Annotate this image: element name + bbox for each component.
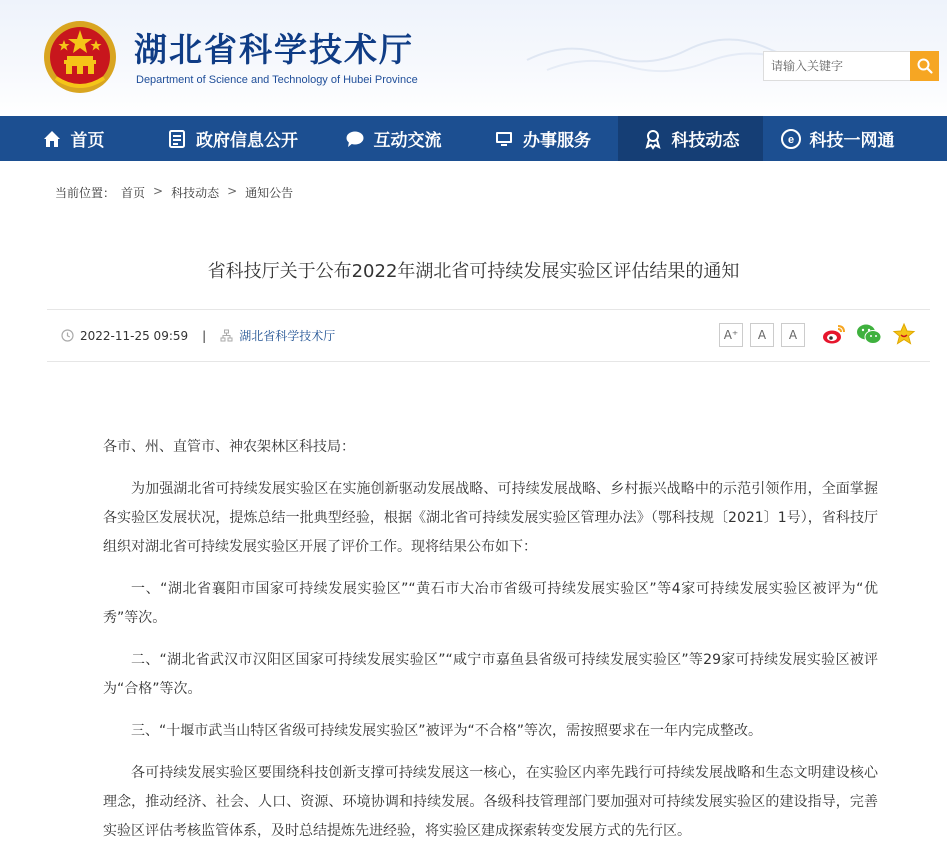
nav-label: 互动交流 [373,131,442,151]
nav-item-tech-news[interactable] [618,116,763,161]
document-list-icon [166,128,188,150]
wechat-icon[interactable] [857,322,881,346]
nav-item-gov-info[interactable] [145,116,319,161]
org-chart-icon [220,329,233,342]
meta-divider: | [202,328,207,343]
national-emblem-logo [42,18,118,96]
search-input[interactable] [763,51,910,81]
paragraph: 三、“十堰市武当山特区省级可持续发展实验区”被评为“不合格”等次，需按照要求在一年内完成整改。 [131,723,763,739]
weibo-icon[interactable] [822,322,846,346]
font-larger-button[interactable]: A⁺ [719,323,743,347]
font-size-controls [719,323,805,347]
nav-label: 科技动态 [671,131,740,151]
nav-label: 办事服务 [523,131,591,151]
paragraph: 各可持续发展实验区要围绕科技创新支撑可持续发展这一核心，在实验区内率先践行可持续发展战略和生态文明建设核心理念，推动经济、社会、人口、资源、环境协调和持续发展。各级科技管理部门要加强对可持续发展实验区的建设指导，完善实验区评估考核监管体系，及时总结提炼先进经验，将实验区建成探索转变发展方式的先行区。 [103,765,878,839]
nav-item-home[interactable] [0,116,145,161]
site-header [0,0,947,116]
search-button[interactable] [910,51,939,81]
chat-bubble-icon [344,128,366,150]
browser-e-icon [780,128,802,150]
share-buttons [822,322,916,346]
article-meta [47,309,930,362]
search-icon [917,58,933,74]
breadcrumb [55,184,293,201]
breadcrumb-notices[interactable]: 通知公告 [245,186,294,200]
home-icon [41,128,63,150]
clock-icon [61,329,74,342]
paragraph: 二、“湖北省武汉市汉阳区国家可持续发展实验区”“咸宁市嘉鱼县省级可持续发展实验区”等29家可持续发展实验区被评为“合格”等次。 [103,652,878,697]
publish-date: 2022-11-25 09:59 [80,328,189,343]
svg-text:e: e [787,133,794,146]
nav-item-interaction[interactable] [319,116,466,161]
meta-info [61,327,335,344]
nav-label: 科技一网通 [809,131,895,151]
favorite-star-icon[interactable] [892,322,916,346]
monitor-icon [493,128,515,150]
nav-item-tech-portal[interactable] [763,116,911,161]
article-title: 省科技厅关于公布2022年湖北省可持续发展实验区评估结果的通知 [207,261,740,282]
site-title: 湖北省科学技术厅 [134,30,414,69]
article-source: 湖北省科学技术厅 [239,329,336,343]
main-nav [0,116,947,161]
breadcrumb-tech-news[interactable]: 科技动态 [171,186,220,200]
font-medium-button[interactable]: A [750,323,774,347]
search-box [763,51,939,81]
nav-label: 政府信息公开 [196,131,298,151]
nav-label: 首页 [70,131,105,151]
paragraph: 一、“湖北省襄阳市国家可持续发展实验区”“黄石市大冶市省级可持续发展实验区”等4家可持续发展实验区被评为“优秀”等次。 [103,581,878,626]
breadcrumb-home[interactable]: 首页 [121,186,146,200]
breadcrumb-prefix: 当前位置： [55,186,116,200]
article-body [103,433,878,859]
font-smaller-button[interactable]: A [781,323,805,347]
breadcrumb-separator: > [153,184,164,198]
site-subtitle: Department of Science and Technology of Hubei Province [136,74,418,86]
nav-item-services[interactable] [466,116,618,161]
award-icon [642,128,664,150]
paragraph: 为加强湖北省可持续发展实验区在实施创新驱动发展战略、可持续发展战略、乡村振兴战略中的示范引领作用，全面掌握各实验区发展状况，提炼总结一批典型经验，根据《湖北省可持续发展实验区管理办法》（鄂科技规〔2021〕1号），省科技厅组织对湖北省可持续发展实验区开展了评价工作。现将结果公布如下： [103,481,878,555]
breadcrumb-separator: > [227,184,238,198]
salutation: 各市、州、直管市、神农架林区科技局： [103,439,355,455]
